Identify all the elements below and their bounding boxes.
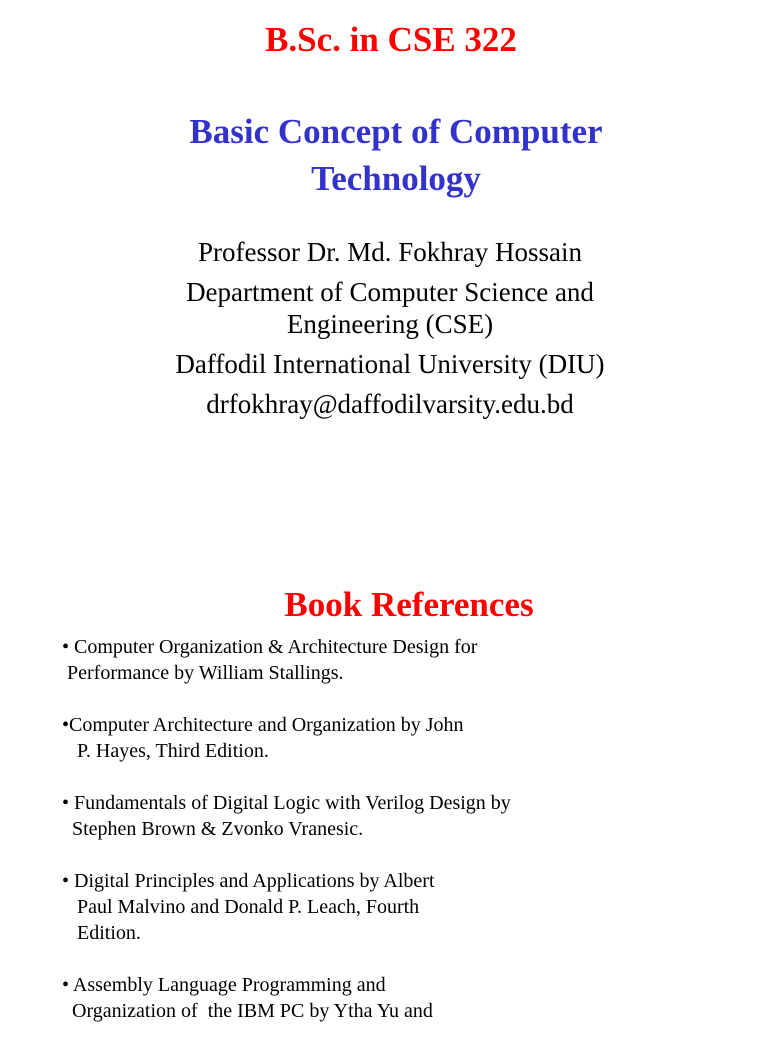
title-slide (0, 0, 768, 440)
course-title-heading (0, 108, 768, 202)
course-title-line-1: Basic Concept of Computer (189, 112, 603, 151)
author-university: Daffodil International University (DIU) (175, 349, 605, 379)
course-code-heading: B.Sc. in CSE 322 (265, 20, 517, 59)
book-reference-line: • Assembly Language Programming and (62, 974, 386, 996)
book-reference-line: P. Hayes, Third Edition. (62, 740, 269, 762)
book-reference-line: Organization of the IBM PC by Ytha Yu and (62, 1000, 433, 1022)
book-reference-line: • Digital Principles and Applications by Albert (62, 870, 435, 892)
book-reference-line: • Computer Organization & Architecture Design for (62, 636, 478, 658)
book-reference-item (62, 868, 752, 946)
author-department-line-1: Department of Computer Science and (186, 277, 594, 307)
book-reference-line: Performance by William Stallings. (62, 662, 344, 684)
book-reference-line: Stephen Brown & Zvonko Vranesic. (62, 818, 364, 840)
book-reference-item (62, 790, 752, 842)
author-department (0, 276, 768, 340)
book-reference-line: Paul Malvino and Donald P. Leach, Fourth (62, 896, 420, 918)
book-reference-item (62, 972, 752, 1024)
book-reference-item (62, 712, 752, 764)
author-email: drfokhray@daffodilvarsity.edu.bd (206, 389, 574, 419)
book-reference-item (62, 634, 752, 686)
author-name: Professor Dr. Md. Fokhray Hossain (198, 237, 582, 267)
book-reference-list (62, 634, 752, 1050)
book-reference-line: Edition. (62, 922, 141, 944)
author-department-line-2: Engineering (CSE) (286, 309, 494, 339)
book-reference-line: • Fundamentals of Digital Logic with Verilog Design by (62, 792, 511, 814)
course-title-line-2: Technology (311, 159, 481, 198)
author-block (0, 236, 768, 428)
book-references-heading: Book References (284, 585, 534, 624)
book-reference-line: •Computer Architecture and Organization by John (62, 714, 464, 736)
